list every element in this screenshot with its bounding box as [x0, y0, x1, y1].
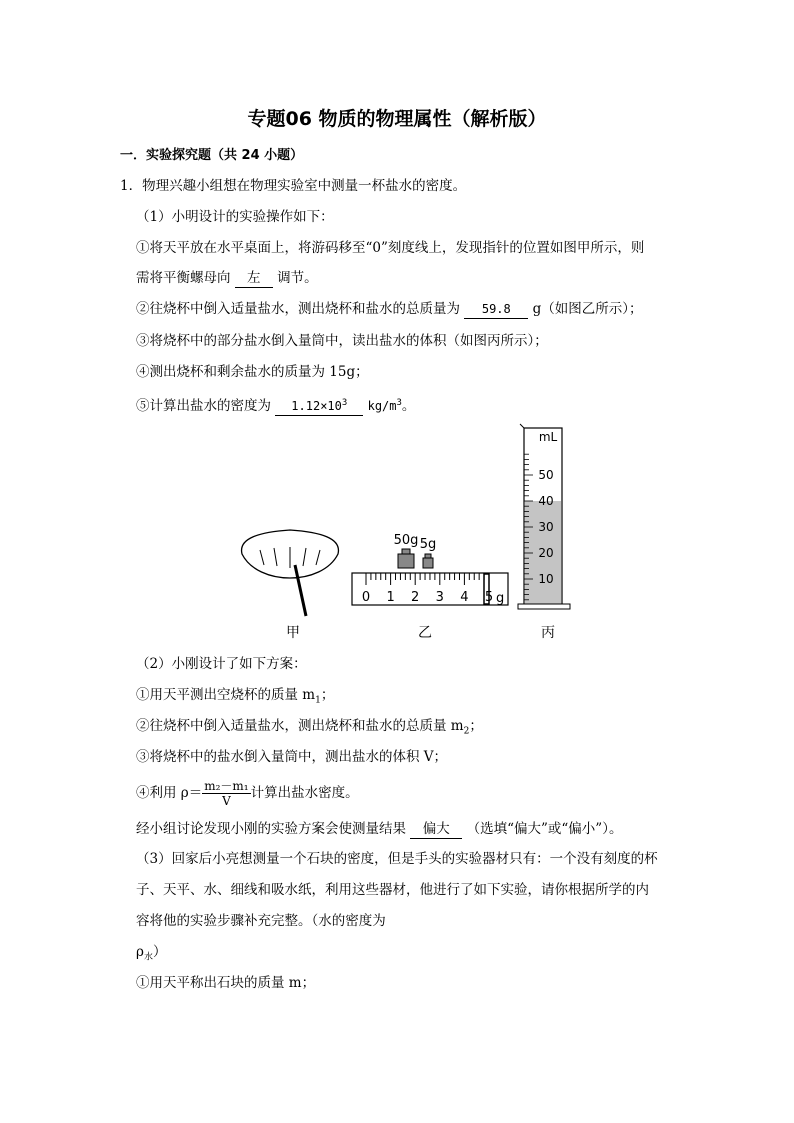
- cylinder-tick-label: 10: [538, 572, 554, 586]
- plan-step-1-end: ；: [320, 687, 335, 703]
- scale-tick-label: 1: [386, 590, 395, 605]
- step-2: [136, 299, 643, 319]
- conclusion-pre: 经小组讨论发现小刚的实验方案会使测量结果: [136, 821, 406, 837]
- answer-density-exp: 3: [341, 398, 348, 408]
- plan-step-3: ③将烧杯中的盐水倒入量筒中，测出盐水的体积 V；: [136, 749, 448, 765]
- step-5-end: 。: [401, 398, 416, 414]
- section-heading: 一．实验探究题（共 24 小题）: [120, 148, 304, 163]
- part-3-line-4: [136, 942, 166, 968]
- cylinder-tick-label: 30: [538, 520, 554, 534]
- step-1b-pre: 需将平衡螺母向: [136, 270, 231, 286]
- part-3-line-4-end: ）: [152, 944, 167, 960]
- weight-5g-label: 5g: [419, 537, 437, 552]
- cylinder-unit: mL: [538, 430, 558, 444]
- plan-step-1-text: ①用天平测出空烧杯的质量 m: [136, 687, 316, 703]
- step-1a: ①将天平放在水平桌面上，将游码移至“0”刻度线上，发现指针的位置如图甲所示，则: [136, 240, 645, 256]
- step-5-pre: ⑤计算出盐水的密度为: [136, 398, 271, 414]
- step-5: [136, 393, 415, 416]
- experiment-figure: [230, 420, 590, 650]
- conclusion: [136, 819, 622, 839]
- question-stem: 1．物理兴趣小组想在物理实验室中测量一杯盐水的密度。: [120, 178, 467, 194]
- figure-label-bing: 丙: [541, 625, 555, 641]
- cylinder-tick-label: 20: [538, 546, 554, 560]
- part-3-line-2: 子、天平、水、细线和吸水纸，利用这些器材，他进行了如下实验，请你根据所学的内: [136, 882, 649, 898]
- conclusion-post: （选填“偏大”或“偏小”）。: [466, 821, 623, 837]
- step-4: ④测出烧杯和剩余盐水的质量为 15g；: [136, 364, 369, 380]
- formula-numerator: m₂－m₁: [204, 779, 249, 793]
- step-3: ③将烧杯中的部分盐水倒入量筒中，读出盐水的体积（如图丙所示）；: [136, 333, 548, 349]
- step-2-pre: ②往烧杯中倒入适量盐水，测出烧杯和盐水的总质量为: [136, 301, 460, 317]
- step-2-post: g（如图乙所示）；: [532, 301, 643, 317]
- plan-step-2: [136, 716, 483, 742]
- plan-step-4-post: 计算出盐水密度。: [250, 785, 359, 801]
- plan-step-2-end: ；: [469, 718, 483, 734]
- figure-label-jia: 甲: [286, 625, 300, 641]
- plan-step-4-pre: ④利用 ρ＝: [136, 785, 203, 801]
- plan-step-2-text: ②往烧杯中倒入适量盐水，测出烧杯和盐水的总质量 m: [136, 718, 464, 734]
- figure-label-yi: 乙: [418, 625, 432, 641]
- part-3-step-1: ①用天平称出石块的质量 m；: [136, 975, 316, 991]
- answer-bias: 偏大: [410, 821, 462, 839]
- plan-step-1: [136, 685, 334, 711]
- step-1b: [136, 268, 318, 288]
- rho-subscript: 水: [143, 952, 153, 963]
- cylinder-tick-label: 40: [538, 494, 554, 508]
- answer-density: [275, 395, 363, 416]
- density-unit-base: kg/m: [367, 399, 397, 413]
- density-formula: [202, 779, 250, 808]
- plan-step-2-sub: 2: [463, 726, 470, 737]
- plan-step-1-sub: 1: [315, 695, 321, 706]
- answer-density-base: 1.12×10: [291, 399, 342, 413]
- scale-tick-label: 3: [435, 590, 444, 605]
- cylinder-tick-label: 50: [538, 468, 554, 482]
- answer-mass: 59.8: [464, 301, 528, 319]
- part-2-heading: （2）小刚设计了如下方案：: [136, 656, 307, 672]
- scale-tick-label: 2: [411, 590, 420, 605]
- scale-unit: g: [496, 591, 505, 606]
- rho-symbol: ρ: [136, 944, 144, 960]
- part-1-heading: （1）小明设计的实验操作如下：: [136, 209, 334, 225]
- scale-tick-label: 0: [361, 590, 371, 605]
- scale-tick-label: 4: [460, 590, 469, 605]
- part-3-line-1: （3）回家后小亮想测量一个石块的密度，但是手头的实验器材只有：一个没有刻度的杯: [136, 851, 658, 867]
- plan-step-4: [136, 778, 359, 808]
- density-unit: [368, 399, 402, 413]
- answer-left: 左: [235, 270, 273, 288]
- scale-tick-label: 5: [484, 590, 494, 605]
- formula-denominator: V: [222, 794, 231, 808]
- page-title: 专题06 物质的物理属性（解析版）: [247, 108, 547, 130]
- part-3-line-3: 容将他的实验步骤补充完整。（水的密度为: [136, 913, 386, 929]
- step-1b-post: 调节。: [277, 270, 318, 286]
- balance-pointer-dial: [242, 530, 339, 616]
- weight-50g-label: 50g: [393, 533, 419, 548]
- density-unit-exp: 3: [396, 398, 402, 408]
